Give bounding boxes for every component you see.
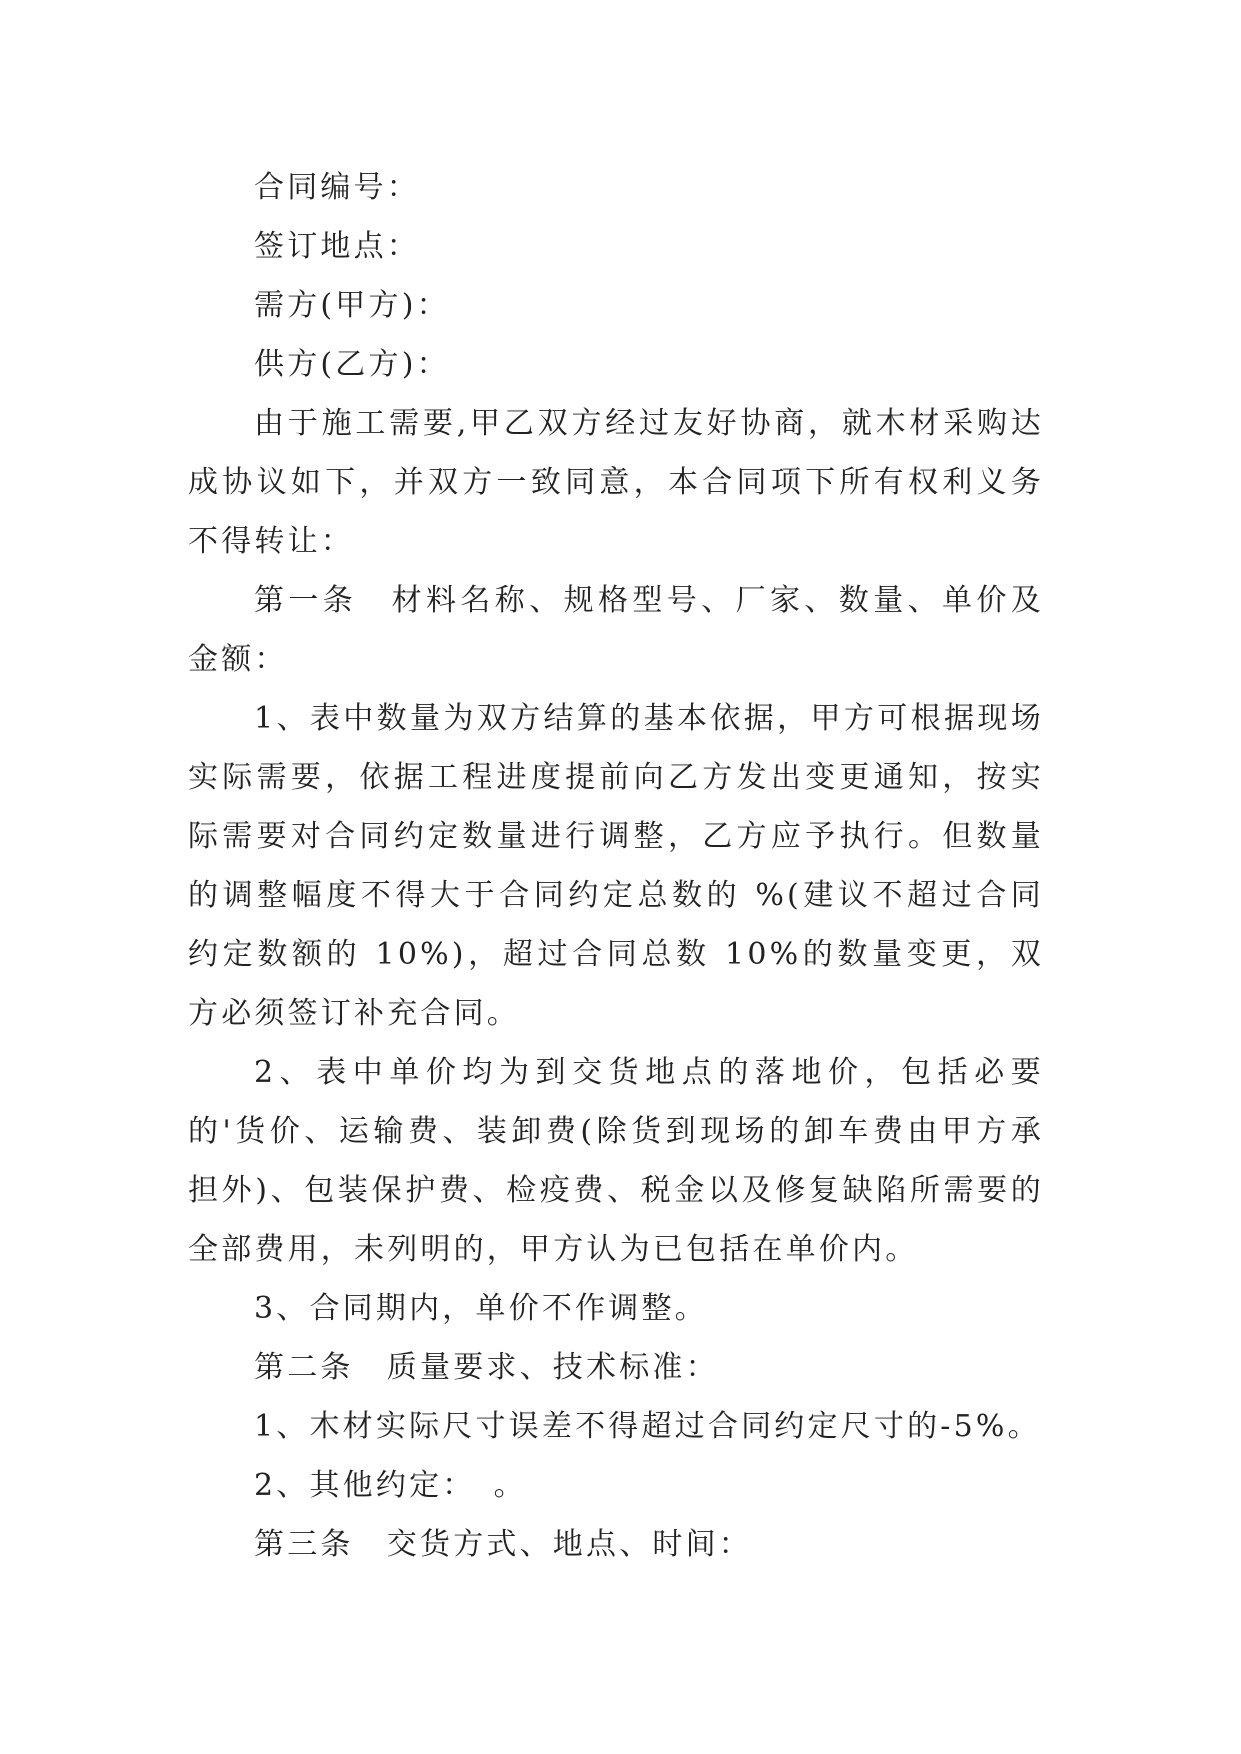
article-2-heading: 第二条 质量要求、技术标准：	[254, 1350, 719, 1385]
contract-body	[188, 158, 1044, 1574]
article-1-heading: 第一条 材料名称、规格型号、厂家、数量、单价及金额：	[188, 583, 1044, 677]
buyer-party-field: 需方(甲方)：	[254, 288, 450, 323]
article-1-clause-3: 3、合同期内，单价不作调整。	[254, 1291, 708, 1326]
article-3-heading: 第三条 交货方式、地点、时间：	[254, 1527, 752, 1562]
article-1-clause-2: 2、表中单价均为到交货地点的落地价，包括必要的'货价、运输费、装卸费(除货到现场的卸车费由甲方承担外)、包装保护费、检疫费、税金以及修复缺陷所需要的全部费用，未列明的，甲方认为已包括在单价内。	[188, 1055, 1044, 1267]
preamble-paragraph: 由于施工需要,甲乙双方经过友好协商，就木材采购达成协议如下，并双方一致同意，本合同项下所有权利义务不得转让：	[188, 406, 1044, 559]
article-2-clause-2: 2、其他约定： 。	[254, 1468, 527, 1503]
contract-number-field: 合同编号：	[254, 170, 420, 205]
supplier-party-field: 供方(乙方)：	[254, 347, 450, 382]
signing-place-field: 签订地点：	[254, 229, 420, 264]
article-1-clause-1: 1、表中数量为双方结算的基本依据，甲方可根据现场实际需要，依据工程进度提前向乙方发出变更通知，按实际需要对合同约定数量进行调整，乙方应予执行。但数量的调整幅度不得大于合同约定总数的 %(建议不超过合同约定数额的 10%)，超过合同总数 10%的数量变更，双方必须签订补充合同。	[188, 701, 1044, 1031]
article-2-clause-1: 1、木材实际尺寸误差不得超过合同约定尺寸的-5%。	[254, 1409, 1041, 1444]
